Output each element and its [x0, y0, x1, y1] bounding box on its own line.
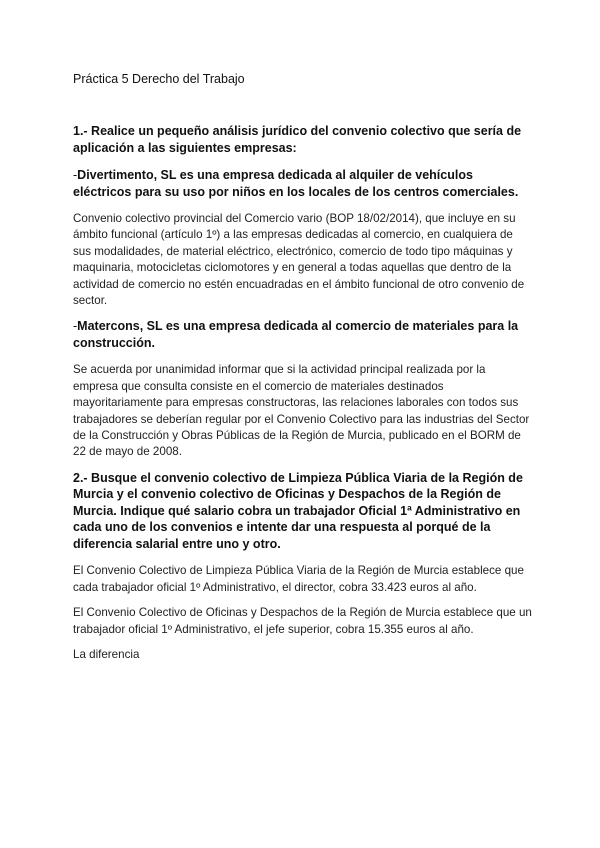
case-1-title: Divertimento, SL es una empresa dedicada al alquiler de vehículos eléctricos para su uso por niños en los locales de los centros comerciales.: [73, 168, 519, 199]
case-2-answer: Se acuerda por unanimidad informar que si la actividad principal realizada por la empresa que consulta consiste en el comercio de materiales destinados mayoritariamente para empresas constructoras, las relaciones laborales con todos sus trabajadores se deberían regular por el Convenio Colectivo para las industrias del Sector de la Construcción y Obras Públicas de la Región de Murcia, publicado en el BORM de 22 de mayo de 2008.: [73, 363, 530, 459]
case-1-heading: [73, 167, 533, 200]
document-title: Práctica 5 Derecho del Trabajo: [73, 72, 245, 86]
case-2-dash: -: [73, 319, 78, 334]
case-2-heading: [73, 318, 533, 351]
case-1-answer: Convenio colectivo provincial del Comercio vario (BOP 18/02/2014), que incluye en su ámbito funcional (artículo 1º) a las empresas dedicadas al comercio, en cualquiera de sus modalidades, de material eléctrico, electrónico, comercio de todo tipo máquinas y maquinaria, motocicletas ciclomotores y en general a todas aquellas que dentro de la actividad de comercio no estén encuadradas en el ámbito funcional de otro convenio de sector.: [73, 212, 525, 308]
question-2: 2.- Busque el convenio colectivo de Limpieza Pública Viaria de la Región de Murcia y el convenio colectivo de Oficinas y Despachos de la Región de Murcia. Indique qué salario cobra un trabajador Oficial 1ª Administrativo en cada uno de los convenios e intente dar una respuesta al porqué de la diferencia salarial entre uno y otro.: [73, 470, 523, 551]
answer-2-diferencia: La diferencia: [73, 648, 140, 661]
document-body: [73, 71, 533, 672]
case-1-dash: -: [73, 168, 78, 182]
answer-2-oficinas: El Convenio Colectivo de Oficinas y Despachos de la Región de Murcia establece que un trabajador oficial 1º Administrativo, el jefe superior, cobra 15.355 euros al año.: [73, 606, 532, 636]
case-2-title: Matercons, SL es una empresa dedicada al comercio de materiales para la construcción.: [73, 319, 519, 350]
question-1: 1.- Realice un pequeño análisis jurídico del convenio colectivo que sería de aplicación a las siguientes empresas:: [73, 124, 522, 155]
answer-2-limpieza: El Convenio Colectivo de Limpieza Pública Viaria de la Región de Murcia establece que cada trabajador oficial 1º Administrativo, el director, cobra 33.423 euros al año.: [73, 564, 524, 594]
